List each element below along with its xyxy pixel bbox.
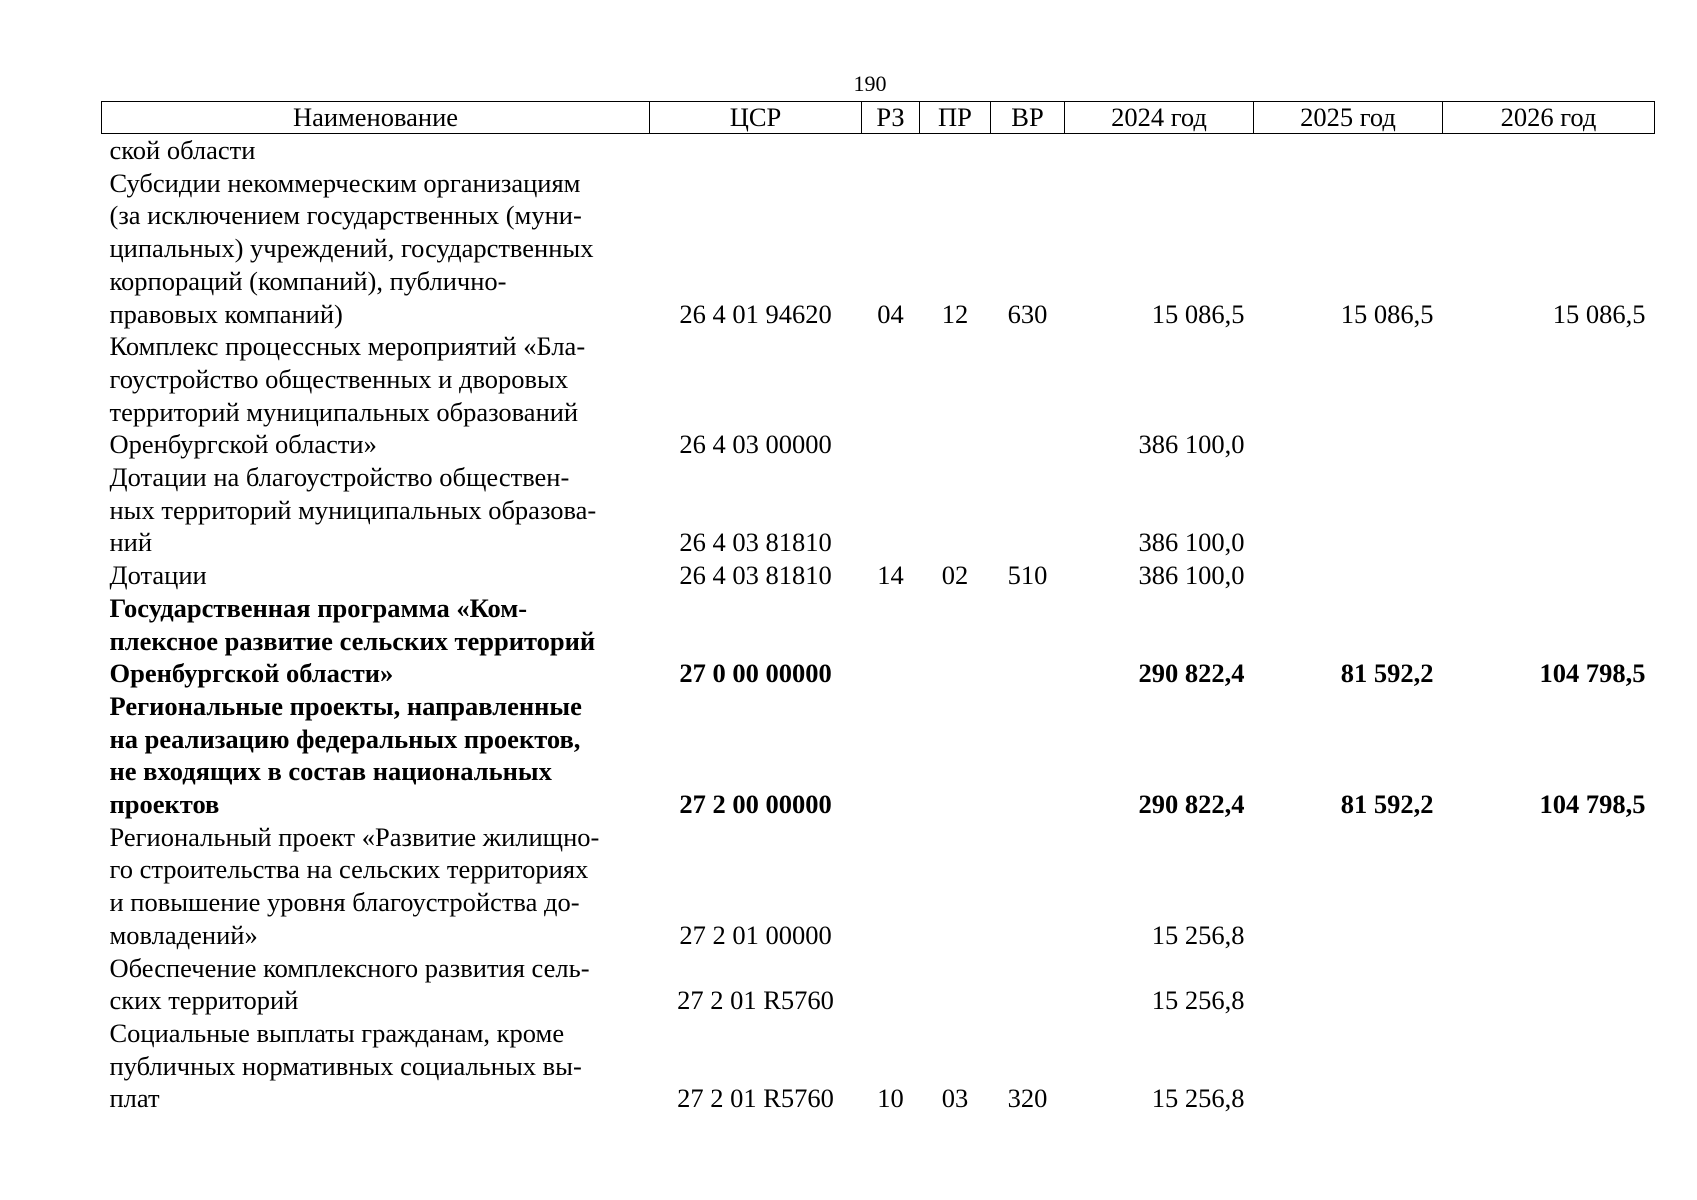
- row-name-line: Региональные проекты, направленные: [109, 690, 582, 721]
- row-name: [102, 821, 650, 952]
- row-rz: [862, 690, 920, 821]
- row-value-2024: 386 100,0: [1138, 429, 1245, 460]
- row-name-line: плат: [109, 1083, 160, 1114]
- table-header: [102, 102, 1655, 134]
- row-value-2026: [1443, 330, 1655, 461]
- row-name-line: проектов: [109, 789, 220, 820]
- row-vr: [991, 330, 1065, 461]
- row-name-line: Комплекс процессных мероприятий «Бла-: [109, 331, 586, 362]
- row-name: [102, 592, 650, 690]
- row-name-line: (за исключением государственных (муни-: [109, 200, 582, 231]
- row-name-line: го строительства на сельских территориях: [109, 854, 589, 885]
- row-name-line: Дотации: [109, 560, 207, 591]
- row-csr: 27 2 01 00000: [679, 919, 832, 950]
- row-value-2026: [1443, 134, 1655, 167]
- row-name-line: Дотации на благоустройство обществен-: [109, 462, 570, 493]
- row-vr: [991, 461, 1065, 559]
- row-name-line: правовых компаний): [109, 298, 343, 329]
- row-name-line: Социальные выплаты гражданам, кроме: [109, 1017, 565, 1048]
- row-pr: [920, 592, 991, 690]
- row-csr: 26 4 03 00000: [679, 429, 832, 460]
- row-name-line: не входящих в состав национальных: [109, 756, 552, 787]
- row-value-2026: 104 798,5: [1539, 658, 1646, 689]
- row-pr: [920, 461, 991, 559]
- table-row: [102, 167, 1655, 331]
- row-rz: [862, 952, 920, 1017]
- row-value-2026: [1443, 461, 1655, 559]
- table-row: [102, 330, 1655, 461]
- row-value-2025: [1254, 461, 1443, 559]
- row-pr: 12: [941, 298, 969, 329]
- row-value-2024: 290 822,4: [1138, 789, 1245, 820]
- row-pr: [920, 690, 991, 821]
- row-name-line: публичных нормативных социальных вы-: [109, 1050, 582, 1081]
- table-row: [102, 461, 1655, 559]
- row-name-line: гоустройство общественных и дворовых: [109, 363, 569, 394]
- row-rz: 14: [877, 560, 904, 591]
- row-pr: [920, 952, 991, 1017]
- header-row: [102, 102, 1655, 134]
- row-value-2025: 81 592,2: [1340, 658, 1434, 689]
- row-value-2025: [1254, 1017, 1443, 1115]
- header-csr: ЦСР: [650, 102, 862, 134]
- row-csr: 26 4 03 81810: [679, 527, 832, 558]
- header-2025: 2025 год: [1254, 102, 1443, 134]
- table-row: [102, 952, 1655, 1017]
- row-name-line: и повышение уровня благоустройства до-: [109, 887, 580, 918]
- row-value-2025: [1254, 134, 1443, 167]
- table-row: [102, 1017, 1655, 1115]
- header-rz: РЗ: [862, 102, 920, 134]
- row-name-line: ской области: [109, 135, 256, 165]
- row-value-2026: [1443, 559, 1655, 592]
- row-name-line: Государственная программа «Ком-: [109, 592, 528, 623]
- row-pr: [920, 821, 991, 952]
- row-vr: 630: [1007, 298, 1048, 329]
- row-value-2024: 15 256,8: [1151, 1083, 1245, 1114]
- table-body: [102, 134, 1655, 1116]
- header-2024: 2024 год: [1065, 102, 1254, 134]
- table-row: [102, 821, 1655, 952]
- row-name-line: Оренбургской области»: [109, 429, 377, 460]
- row-vr: 510: [1007, 560, 1048, 591]
- row-name: [102, 134, 650, 167]
- row-rz: [862, 592, 920, 690]
- row-value-2024: 15 256,8: [1151, 919, 1245, 950]
- row-rz: [862, 330, 920, 461]
- page-number: 190: [853, 71, 887, 96]
- row-vr: [991, 134, 1065, 167]
- header-name: Наименование: [102, 102, 650, 134]
- row-vr: [991, 690, 1065, 821]
- row-csr: 26 4 01 94620: [679, 298, 832, 329]
- row-value-2024: [1065, 134, 1254, 167]
- row-name-line: плексное развитие сельских территорий: [109, 625, 596, 656]
- row-name-line: ских территорий: [109, 985, 299, 1016]
- row-value-2026: 15 086,5: [1552, 298, 1646, 329]
- row-name: [102, 167, 650, 331]
- row-name: [102, 461, 650, 559]
- row-csr: 27 0 00 00000: [679, 658, 832, 689]
- row-rz: [862, 821, 920, 952]
- table-row: [102, 690, 1655, 821]
- row-value-2024: 386 100,0: [1138, 560, 1245, 591]
- row-value-2025: [1254, 821, 1443, 952]
- header-pr: ПР: [920, 102, 991, 134]
- table-row: [102, 592, 1655, 690]
- row-name-line: Оренбургской области»: [109, 658, 394, 689]
- row-vr: [991, 592, 1065, 690]
- row-pr: 03: [941, 1083, 969, 1114]
- row-name: [102, 952, 650, 1017]
- header-vr: ВР: [991, 102, 1065, 134]
- row-name: [102, 559, 650, 592]
- row-name-line: ных территорий муниципальных образова-: [109, 494, 597, 525]
- row-name-line: Субсидии некоммерческим организациям: [109, 167, 581, 198]
- row-name-line: на реализацию федеральных проектов,: [109, 723, 581, 754]
- row-vr: 320: [1007, 1083, 1048, 1114]
- row-pr: 02: [941, 560, 969, 591]
- row-value-2025: [1254, 330, 1443, 461]
- row-value-2026: [1443, 821, 1655, 952]
- row-csr: 27 2 01 R5760: [677, 1083, 834, 1114]
- row-name: [102, 1017, 650, 1115]
- row-vr: [991, 821, 1065, 952]
- row-name-line: мовладений»: [109, 919, 258, 950]
- row-value-2025: 81 592,2: [1340, 789, 1434, 820]
- table-row: [102, 559, 1655, 592]
- row-rz: [862, 134, 920, 167]
- row-value-2025: [1254, 952, 1443, 1017]
- row-rz: 10: [877, 1083, 904, 1114]
- row-name-line: корпораций (компаний), публично-: [109, 265, 507, 296]
- row-name-line: ний: [109, 527, 153, 558]
- row-csr: 27 2 00 00000: [679, 789, 832, 820]
- row-name: [102, 690, 650, 821]
- row-pr: [920, 330, 991, 461]
- row-value-2024: 290 822,4: [1138, 658, 1245, 689]
- row-value-2026: [1443, 952, 1655, 1017]
- row-value-2026: [1443, 1017, 1655, 1115]
- row-rz: [862, 461, 920, 559]
- row-csr: [650, 134, 862, 167]
- row-name-line: Обеспечение комплексного развития сель-: [109, 952, 590, 983]
- row-value-2025: 15 086,5: [1340, 298, 1434, 329]
- row-name-line: территорий муниципальных образований: [109, 396, 579, 427]
- row-name-line: ципальных) учреждений, государственных: [109, 233, 594, 264]
- row-rz: 04: [877, 298, 904, 329]
- row-name: [102, 330, 650, 461]
- row-value-2026: 104 798,5: [1539, 789, 1646, 820]
- row-vr: [991, 952, 1065, 1017]
- row-csr: 26 4 03 81810: [679, 560, 832, 591]
- row-value-2024: 386 100,0: [1138, 527, 1245, 558]
- row-pr: [920, 134, 991, 167]
- row-value-2025: [1254, 559, 1443, 592]
- row-value-2024: 15 086,5: [1151, 298, 1245, 329]
- table-row: [102, 134, 1655, 167]
- row-csr: 27 2 01 R5760: [677, 985, 834, 1016]
- row-value-2024: 15 256,8: [1151, 985, 1245, 1016]
- header-2026: 2026 год: [1443, 102, 1655, 134]
- budget-table: [101, 101, 1655, 1115]
- row-name-line: Региональный проект «Развитие жилищно-: [109, 821, 600, 852]
